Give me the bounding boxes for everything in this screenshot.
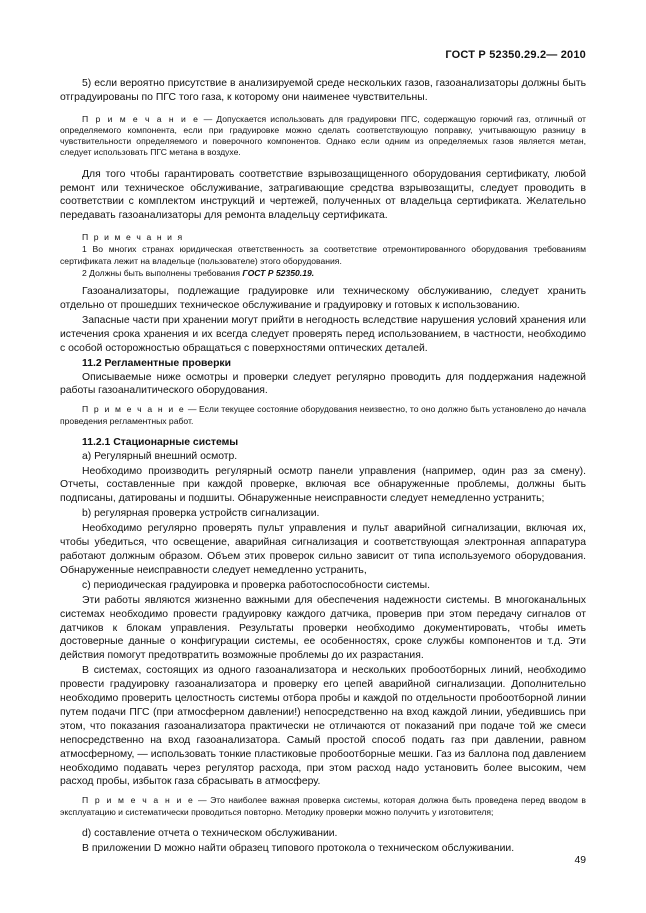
standard-reference: ГОСТ Р 52350.19. bbox=[242, 267, 315, 278]
note-3 bbox=[60, 404, 586, 426]
list-item-c: с) периодическая градуировка и проверка работоспособности системы. bbox=[82, 579, 431, 591]
note-text: — Это наиболее важная проверка системы, которая должна быть проведена перед вводом в эксплуатацию и систематически проводиться повторно. Методику проверки можно получить у изготовителя; bbox=[60, 795, 586, 817]
paragraph-a: Необходимо производить регулярный осмотр панели управления (например, один раз за смену). Отчеты, составленные при каждой проверке, включая все обнаруженные проблемы, должны быть подписаны, датированы и подшиты. Обнаруженные неисправности следует немедленно устранить; bbox=[60, 465, 586, 505]
note-label: П р и м е ч а н и е bbox=[82, 795, 195, 806]
paragraph-checks: Описываемые ниже осмотры и проверки следует регулярно проводить для поддержания надежной работы газоаналитического оборудования. bbox=[60, 371, 586, 397]
note-item-2 bbox=[60, 268, 586, 279]
note-4 bbox=[60, 795, 586, 817]
notes-label: П р и м е ч а н и я bbox=[82, 232, 184, 243]
note-label: П р и м е ч а н и е bbox=[82, 113, 200, 124]
paragraph-d: В приложении D можно найти образец типового протокола о техническом обслуживании. bbox=[82, 842, 515, 854]
note-item-1: 1 Во многих странах юридическая ответственность за соответствие отремонтированного оборудования требованиям сертификата лежит на владельце (пользователе) этого оборудования. bbox=[60, 244, 586, 266]
page-number: 49 bbox=[574, 855, 586, 866]
note-item-2-text: 2 Должны быть выполнены требования bbox=[82, 267, 243, 278]
paragraph-storage: Газоанализаторы, подлежащие градуировке или техническому обслуживанию, следует хранить отдельно от прошедших техническое обслуживание и градуировку и готовых к использованию. bbox=[60, 286, 586, 311]
paragraph-c1: Эти работы являются жизненно важными для обеспечения надежности системы. В многоканальных системах необходимо провести градуировку каждого датчика, проверив при этом передачу сигналов от датчиков к блокам управления. Результаты проверки необходимо документировать, чтобы иметь достоверные данные о конфигурации системы, ее особенностях, сроке службы компонентов и т.д. Эти действия помогут предотвратить возможные проблемы до их разрастания. bbox=[60, 594, 586, 662]
note-1 bbox=[60, 114, 586, 159]
note-label: П р и м е ч а н и е bbox=[82, 404, 186, 415]
note-text: — Если текущее состояние оборудования неизвестно, то оно должно быть установлено до начала проведения регламентных работ. bbox=[60, 404, 586, 426]
list-item-b: b) регулярная проверка устройств сигнализации. bbox=[82, 508, 320, 520]
section-heading-11-2: 11.2 Регламентные проверки bbox=[82, 357, 232, 369]
list-item-a: а) Регулярный внешний осмотр. bbox=[82, 450, 238, 462]
section-heading-11-2-1: 11.2.1 Стационарные системы bbox=[82, 436, 239, 448]
list-item-d: d) составление отчета о техническом обслуживании. bbox=[82, 827, 338, 839]
page-content bbox=[60, 77, 586, 857]
standard-header: ГОСТ Р 52350.29.2— 2010 bbox=[445, 49, 586, 61]
paragraph-spare-parts: Запасные части при хранении могут прийти в негодность вследствие нарушения условий хранения или истечения срока хранения и их всегда следует проверять перед использованием, в частности, необходимо с особой осторожностью обращаться с поверхностями оптических деталей. bbox=[60, 314, 586, 354]
note-text: — Допускается использовать для градуировки ПГС, содержащую горючий газ, отличный от определяемого компонента, если при градуировке можно сделать соответствующую поправку, учитывающую разницу в чувствительности определяемого и поверочного компонентов. Однако если одним из определяемых газов является метан, следует использовать ПГС метана в воздухе. bbox=[60, 113, 586, 158]
paragraph-item-5: 5) если вероятно присутствие в анализируемой среде нескольких газов, газоанализаторы должны быть отградуированы по ПГС того газа, к которому они наименее чувствительны. bbox=[60, 78, 586, 103]
paragraph-certificate: Для того чтобы гарантировать соответствие взрывозащищенного оборудования сертификату, любой ремонт или техническое обслуживание, затрагивающие средства взрывозащиты, следует проводить в соответствии с комплектом инструкций и чертежей, полученных от владельца сертификата. Желательно передавать газоанализаторы для ремонта владельцу сертификата. bbox=[60, 168, 586, 222]
paragraph-c2: В системах, состоящих из одного газоанализатора и нескольких пробоотборных линий, необходимо провести градуировку газоанализатора и проверку его цепей аварийной сигнализации. Дополнительно необходимо проверить целостность системы отбора пробы и каждой по отдельности пробоотборной линии путем подачи ПГС (при атмосферном давлении!) непосредственно на вход каждой линии, убедившись при этом, что показания газоанализатора практически не отличаются от показаний при подаче той же смеси непосредственно на вход газоанализатора. Самый простой способ подать газ при давлении, равном атмосферному, — использовать тонкие пластиковые пробоотборные мешки. Газ из баллона под давлением необходимо подавать через регулятор расхода, при этом расход надо установить более высоким, чем расход пробы, избыток газа сбрасывать в атмосферу. bbox=[60, 665, 586, 788]
paragraph-b: Необходимо регулярно проверять пульт управления и пульт аварийной сигнализации, включая их, чтобы убедиться, что освещение, аварийная сигнализация и соответствующая электронная аппаратура работают должным образом. Объем этих проверок сильно зависит от типа используемого оборудования. Обнаруженные неисправности следует немедленно устранить, bbox=[60, 523, 586, 576]
